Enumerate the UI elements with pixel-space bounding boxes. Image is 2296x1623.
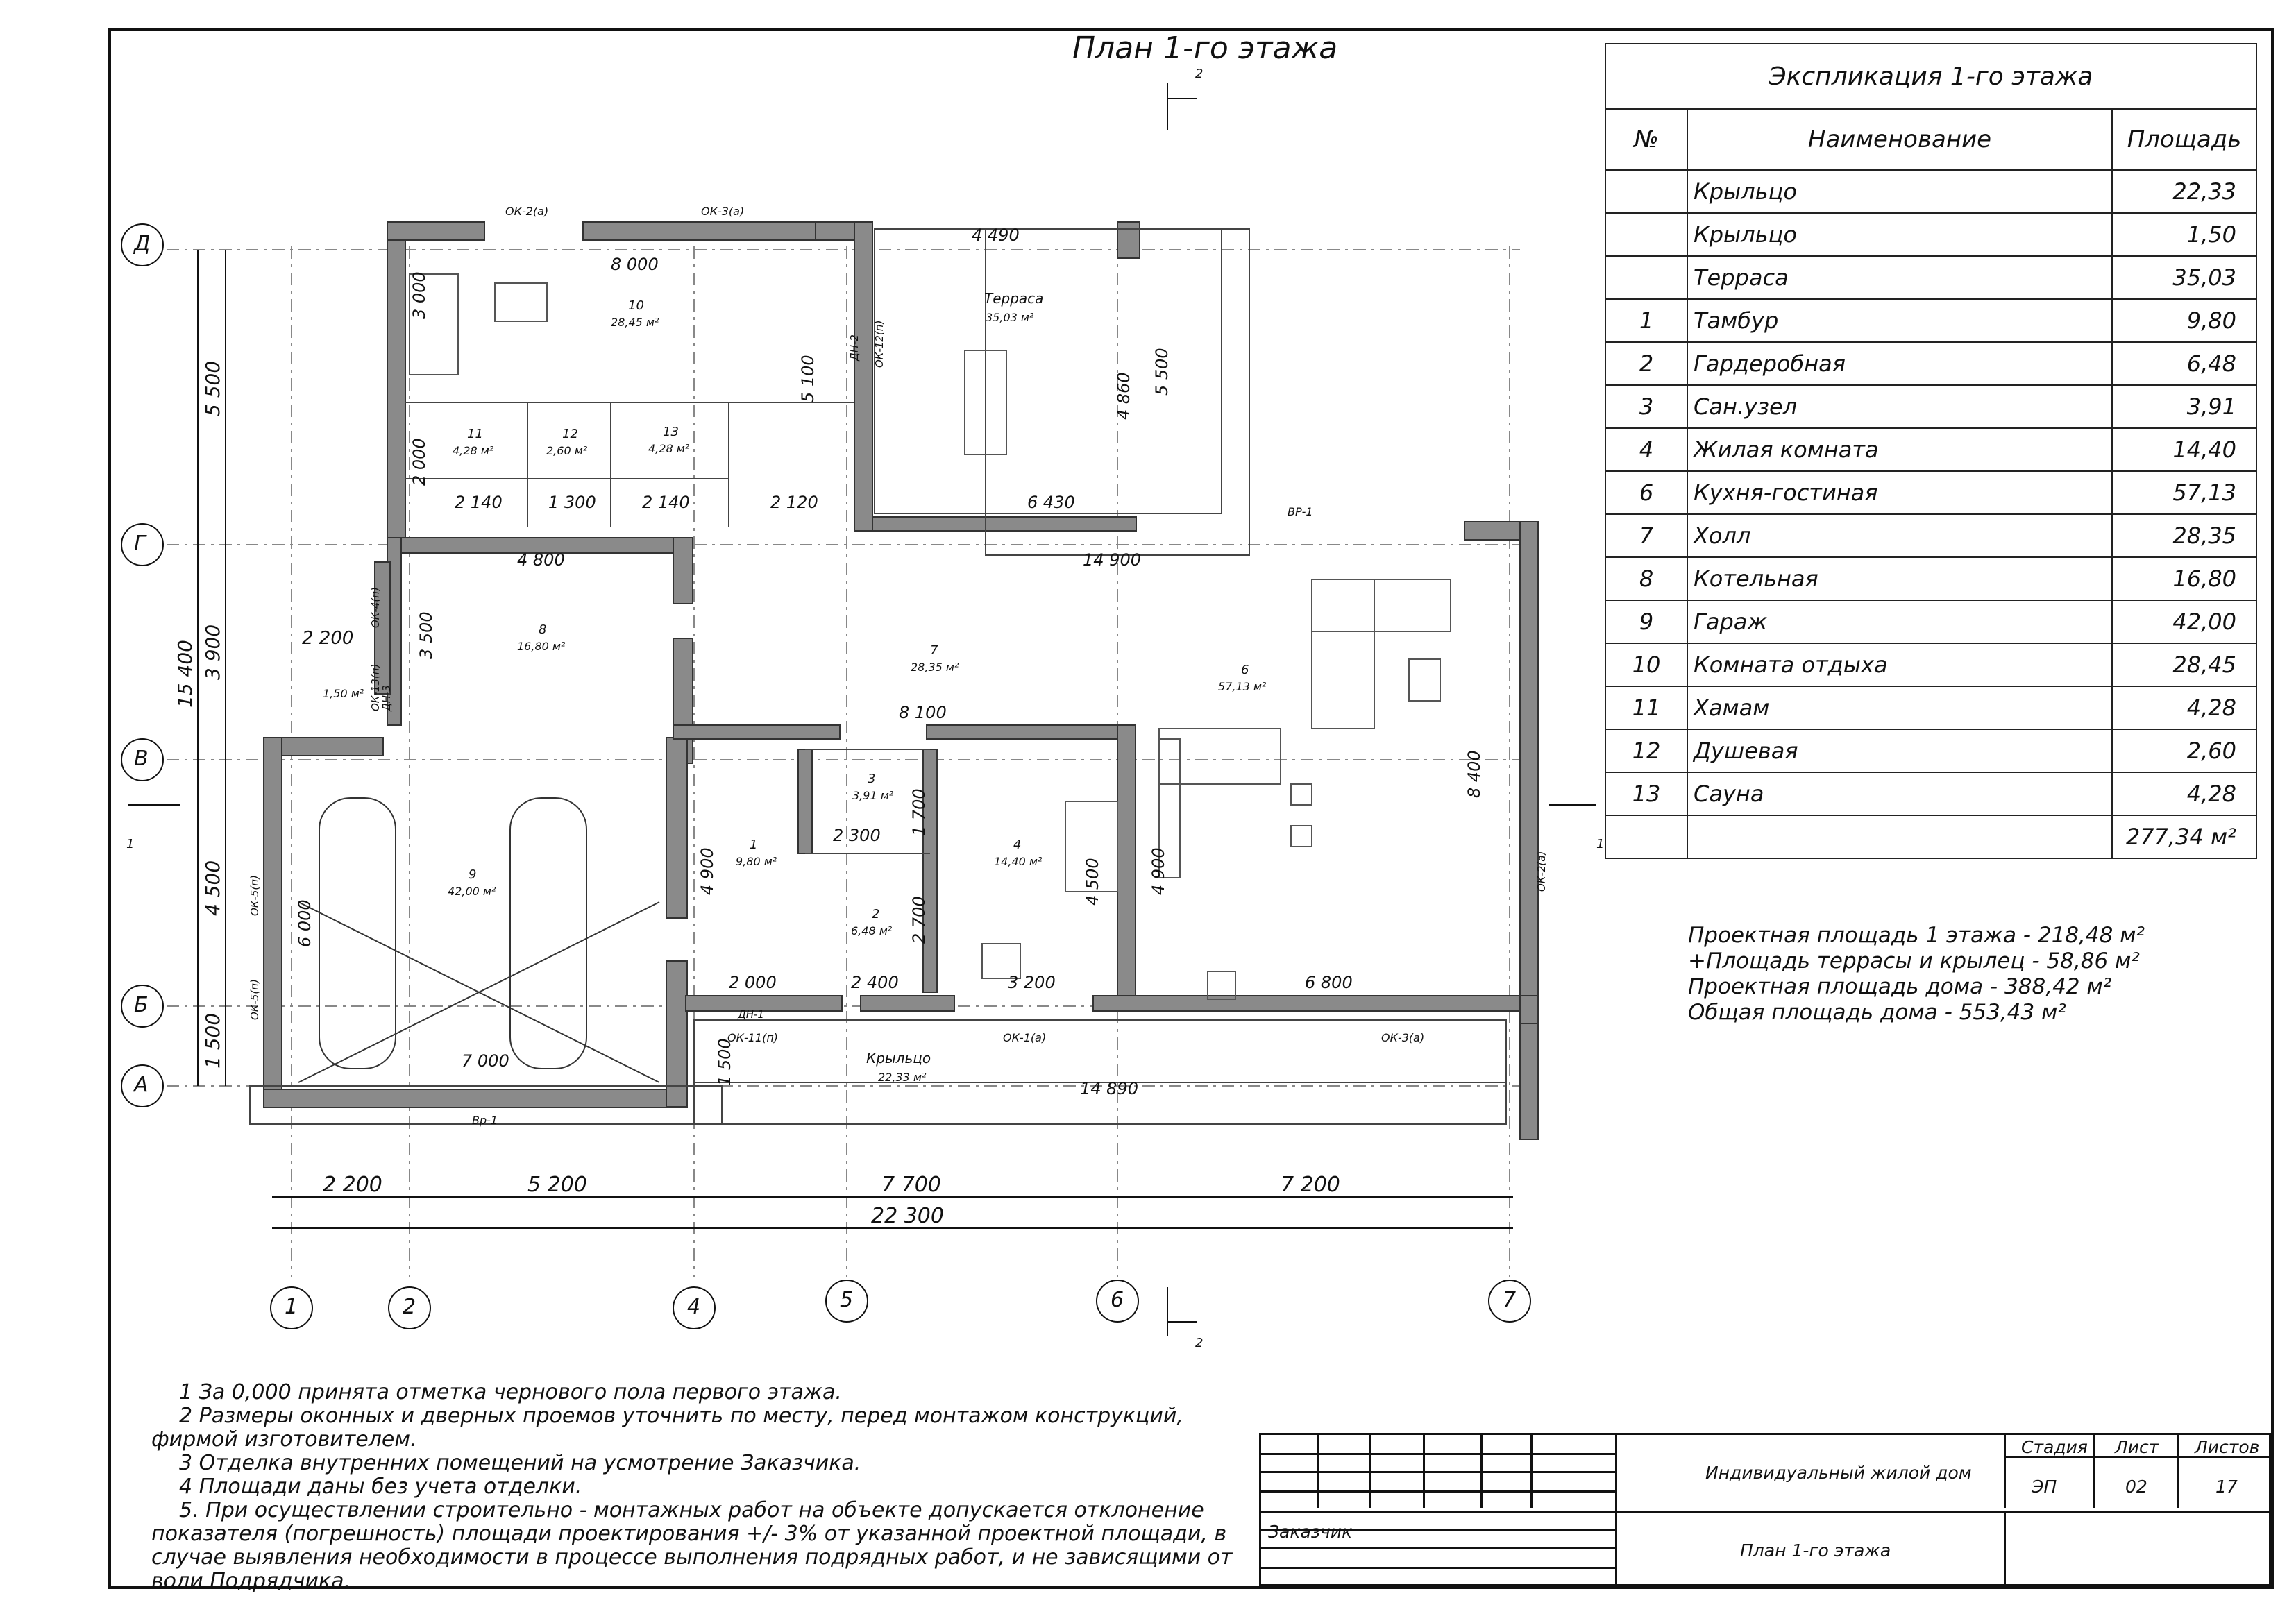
row-name: Тамбур bbox=[1687, 299, 2112, 342]
stage-label: Стадия bbox=[2021, 1437, 2088, 1457]
col-header-area: Площадь bbox=[2112, 109, 2256, 170]
terrace-name: Терраса bbox=[984, 290, 1044, 307]
axis-label-6: 6 bbox=[1111, 1288, 1124, 1312]
row-area: 28,45 bbox=[2112, 643, 2256, 686]
dim-1300: 1 300 bbox=[548, 493, 596, 512]
row-name: Комната отдыха bbox=[1687, 643, 2112, 686]
sheet-value: 02 bbox=[2125, 1477, 2147, 1497]
section-mark-top: 2 bbox=[1195, 67, 1204, 81]
row-number: 12 bbox=[1605, 729, 1687, 772]
opening-ok1a: ОК-1(а) bbox=[1003, 1031, 1047, 1044]
row-number: 4 bbox=[1605, 428, 1687, 471]
room-12-number: 12 bbox=[562, 427, 578, 441]
dim-bottom-5200: 5 200 bbox=[527, 1173, 587, 1197]
row-name: Сан.узел bbox=[1687, 385, 2112, 428]
dim-2300: 2 300 bbox=[833, 826, 881, 845]
walls bbox=[264, 222, 1538, 1139]
dim-8400: 8 400 bbox=[1464, 750, 1484, 798]
room-1-number: 1 bbox=[750, 838, 758, 852]
row-name: Гардеробная bbox=[1687, 342, 2112, 385]
opening-ok2a: ОК-2(а) bbox=[505, 205, 549, 218]
general-notes bbox=[151, 1381, 1248, 1593]
dim-14890: 14 890 bbox=[1080, 1079, 1138, 1098]
porch-small-area: 1,50 м² bbox=[323, 687, 364, 700]
room-6-number: 6 bbox=[1241, 663, 1249, 677]
row-area: 9,80 bbox=[2112, 299, 2256, 342]
dim-8100: 8 100 bbox=[899, 703, 947, 722]
dim-top-8000: 8 000 bbox=[611, 255, 659, 274]
dim-2140-b: 2 140 bbox=[642, 493, 690, 512]
row-number: 2 bbox=[1605, 342, 1687, 385]
room-9-number: 9 bbox=[469, 867, 477, 882]
col-header-number: № bbox=[1605, 109, 1687, 170]
row-number: 6 bbox=[1605, 471, 1687, 514]
note-item: 1 За 0,000 принята отметка чернового пола первого этажа. bbox=[179, 1380, 842, 1404]
dim-6800: 6 800 bbox=[1305, 973, 1353, 992]
explication-table bbox=[1605, 43, 2257, 859]
row-area: 4,28 bbox=[2112, 772, 2256, 815]
row-name: Душевая bbox=[1687, 729, 2112, 772]
dim-7000: 7 000 bbox=[462, 1051, 509, 1071]
dim-left-5500: 5 500 bbox=[201, 360, 224, 416]
dim-3500: 3 500 bbox=[416, 611, 436, 659]
row-name: Крыльцо bbox=[1687, 213, 2112, 256]
room-10-area: 28,45 м² bbox=[611, 316, 659, 329]
row-number bbox=[1605, 170, 1687, 213]
room-9-area: 42,00 м² bbox=[448, 885, 496, 898]
row-name: Крыльцо bbox=[1687, 170, 2112, 213]
row-area: 4,28 bbox=[2112, 686, 2256, 729]
sheets-value: 17 bbox=[2215, 1477, 2238, 1497]
dim-1700: 1 700 bbox=[909, 788, 929, 836]
row-number bbox=[1605, 256, 1687, 299]
dim-left-1500: 1 500 bbox=[201, 1012, 224, 1069]
dim-2000: 2 000 bbox=[729, 973, 777, 992]
dim-4800: 4 800 bbox=[517, 550, 565, 570]
axis-label-7: 7 bbox=[1503, 1288, 1517, 1312]
dim-top-4490: 4 490 bbox=[972, 226, 1020, 245]
section-mark-bottom: 2 bbox=[1195, 1336, 1204, 1350]
opening-vr1: ВР-1 bbox=[1288, 505, 1313, 518]
opening-ok3a-bottom: ОК-3(а) bbox=[1381, 1031, 1425, 1044]
table-row bbox=[1605, 772, 2256, 815]
dim-2700: 2 700 bbox=[909, 896, 929, 944]
summary-line: +Площадь террасы и крылец - 58,86 м² bbox=[1688, 949, 2140, 974]
dim-bottom-7700: 7 700 bbox=[881, 1173, 941, 1197]
row-area: 16,80 bbox=[2112, 557, 2256, 600]
opening-dn1: ДН-1 bbox=[738, 1008, 764, 1021]
opening-vr1-garage: Вр-1 bbox=[472, 1114, 498, 1127]
note-item: 2 Размеры оконных и дверных проемов уточнить по месту, перед монтажом конструкций, фирмой изготовителем. bbox=[151, 1404, 1183, 1452]
row-area: 6,48 bbox=[2112, 342, 2256, 385]
room-2-area: 6,48 м² bbox=[851, 924, 893, 937]
dim-6000: 6 000 bbox=[295, 899, 314, 947]
axis-label-d: Д bbox=[134, 232, 151, 256]
axis-grid bbox=[167, 246, 1520, 1277]
room-7-area: 28,35 м² bbox=[911, 661, 959, 674]
explication-total: 277,34 м² bbox=[2112, 815, 2256, 858]
summary-line: Проектная площадь дома - 388,42 м² bbox=[1688, 974, 2112, 999]
customer-label: Заказчик bbox=[1268, 1522, 1353, 1542]
dim-2120: 2 120 bbox=[770, 493, 818, 512]
table-row bbox=[1605, 557, 2256, 600]
row-name: Хамам bbox=[1687, 686, 2112, 729]
axis-label-2: 2 bbox=[403, 1295, 416, 1319]
dim-6430: 6 430 bbox=[1027, 493, 1075, 512]
table-row bbox=[1605, 600, 2256, 643]
row-name: Гараж bbox=[1687, 600, 2112, 643]
title-block bbox=[1259, 1433, 2271, 1586]
axis-label-4: 4 bbox=[687, 1295, 701, 1319]
row-number: 3 bbox=[1605, 385, 1687, 428]
dim-total: 22 300 bbox=[871, 1204, 944, 1228]
table-total-row bbox=[1605, 815, 2256, 858]
row-area: 1,50 bbox=[2112, 213, 2256, 256]
stage-value: ЭП bbox=[2032, 1477, 2057, 1497]
room-3-number: 3 bbox=[868, 772, 876, 786]
section-mark-left: 1 bbox=[126, 837, 135, 851]
room-8-area: 16,80 м² bbox=[517, 640, 566, 653]
room-11-number: 11 bbox=[467, 427, 483, 441]
dim-3200: 3 200 bbox=[1008, 973, 1056, 992]
dim-2400: 2 400 bbox=[851, 973, 899, 992]
room-13-area: 4,28 м² bbox=[648, 442, 690, 455]
dim-2140-a: 2 140 bbox=[455, 493, 503, 512]
explication-title: Экспликация 1-го этажа bbox=[1605, 44, 2256, 109]
table-row bbox=[1605, 342, 2256, 385]
row-number: 10 bbox=[1605, 643, 1687, 686]
room-8-number: 8 bbox=[539, 622, 547, 637]
row-area: 28,35 bbox=[2112, 514, 2256, 557]
dim-3000: 3 000 bbox=[410, 271, 429, 319]
axis-label-1: 1 bbox=[285, 1295, 298, 1319]
opening-ok13: ОК-13(п) bbox=[369, 663, 382, 711]
dim-4860: 4 860 bbox=[1114, 372, 1133, 420]
porch-name: Крыльцо bbox=[866, 1050, 931, 1067]
section-mark-right: 1 bbox=[1596, 837, 1605, 851]
row-area: 2,60 bbox=[2112, 729, 2256, 772]
table-row bbox=[1605, 170, 2256, 213]
sheets-label: Листов bbox=[2195, 1437, 2260, 1457]
axis-label-a: А bbox=[134, 1073, 149, 1097]
axis-label-b: Б bbox=[134, 993, 149, 1017]
row-area: 42,00 bbox=[2112, 600, 2256, 643]
row-number: 11 bbox=[1605, 686, 1687, 729]
opening-ok4: ОК-4(п) bbox=[369, 587, 382, 628]
row-name: Терраса bbox=[1687, 256, 2112, 299]
room-3-area: 3,91 м² bbox=[852, 789, 894, 802]
table-row bbox=[1605, 471, 2256, 514]
garage-cars bbox=[298, 798, 659, 1082]
dim-4500-room4: 4 500 bbox=[1083, 858, 1102, 906]
summary-line: Проектная площадь 1 этажа - 218,48 м² bbox=[1688, 923, 2145, 948]
room-13-number: 13 bbox=[663, 425, 679, 439]
row-area: 57,13 bbox=[2112, 471, 2256, 514]
room-12-area: 2,60 м² bbox=[546, 444, 588, 457]
table-row bbox=[1605, 428, 2256, 471]
opening-ok12: ОК-12(п) bbox=[873, 320, 886, 368]
table-row bbox=[1605, 729, 2256, 772]
row-number: 13 bbox=[1605, 772, 1687, 815]
room-4-area: 14,40 м² bbox=[994, 855, 1043, 868]
row-name: Сауна bbox=[1687, 772, 2112, 815]
dim-5100: 5 100 bbox=[798, 355, 818, 402]
opening-dn2: ДН-2 bbox=[848, 334, 861, 361]
terrace-area: 35,03 м² bbox=[986, 311, 1034, 324]
dim-bottom-2200: 2 200 bbox=[323, 1173, 382, 1197]
row-name: Кухня-гостиная bbox=[1687, 471, 2112, 514]
project-name: Индивидуальный жилой дом bbox=[1705, 1463, 1972, 1483]
dim-14900: 14 900 bbox=[1083, 550, 1141, 570]
dim-2000-v: 2 000 bbox=[410, 438, 429, 486]
dim-left-4500: 4 500 bbox=[201, 860, 224, 916]
note-item: 4 Площади даны без учета отделки. bbox=[179, 1475, 582, 1499]
table-row bbox=[1605, 514, 2256, 557]
note-item: 3 Отделка внутренних помещений на усмотрение Заказчика. bbox=[179, 1451, 861, 1475]
dim-4900-a: 4 900 bbox=[698, 847, 717, 895]
table-row bbox=[1605, 385, 2256, 428]
row-name: Холл bbox=[1687, 514, 2112, 557]
room-7-number: 7 bbox=[930, 643, 938, 658]
col-header-name: Наименование bbox=[1687, 109, 2112, 170]
table-row bbox=[1605, 643, 2256, 686]
summary-line: Общая площадь дома - 553,43 м² bbox=[1688, 1000, 2066, 1025]
row-name: Жилая комната bbox=[1687, 428, 2112, 471]
row-area: 14,40 bbox=[2112, 428, 2256, 471]
row-number: 8 bbox=[1605, 557, 1687, 600]
room-10-number: 10 bbox=[628, 298, 644, 313]
row-number: 9 bbox=[1605, 600, 1687, 643]
table-row bbox=[1605, 256, 2256, 299]
room-4-number: 4 bbox=[1013, 838, 1022, 852]
dim-4900-b: 4 900 bbox=[1149, 847, 1168, 895]
row-number: 1 bbox=[1605, 299, 1687, 342]
opening-ok11: ОК-11(п) bbox=[727, 1031, 779, 1044]
sheet-label: Лист bbox=[2115, 1437, 2159, 1457]
porch-area: 22,33 м² bbox=[878, 1071, 927, 1084]
opening-ok2a-right: ОК-2(а) bbox=[1535, 851, 1548, 892]
room-2-number: 2 bbox=[872, 907, 880, 921]
row-name: Котельная bbox=[1687, 557, 2112, 600]
note-item: 5. При осуществлении строительно - монтажных работ на объекте допускается отклонение показателя (погрешность) площади проектирования +/- 3% от указанной проектной площади, в случае выявления необходимости в процессе выполнения подрядных работ, и не зависящими от воли Подрядчика. bbox=[151, 1498, 1233, 1593]
row-area: 35,03 bbox=[2112, 256, 2256, 299]
row-number: 7 bbox=[1605, 514, 1687, 557]
room-11-area: 4,28 м² bbox=[453, 444, 494, 457]
table-row bbox=[1605, 213, 2256, 256]
opening-ok3a: ОК-3(а) bbox=[701, 205, 745, 218]
room-6-area: 57,13 м² bbox=[1218, 680, 1267, 693]
dim-5500-terrace: 5 500 bbox=[1152, 348, 1172, 396]
dim-bottom-7200: 7 200 bbox=[1281, 1173, 1340, 1197]
row-area: 22,33 bbox=[2112, 170, 2256, 213]
row-area: 3,91 bbox=[2112, 385, 2256, 428]
opening-dn3: ДН-3 bbox=[380, 685, 393, 711]
axis-bubbles bbox=[121, 224, 1530, 1329]
axis-label-v: В bbox=[134, 747, 149, 771]
plan-title: План 1-го этажа bbox=[1072, 31, 1338, 66]
row-number bbox=[1605, 213, 1687, 256]
sheet-title: План 1-го этажа bbox=[1740, 1540, 1891, 1561]
opening-ok5-b: ОК-5(п) bbox=[248, 979, 261, 1020]
room-1-area: 9,80 м² bbox=[736, 855, 777, 868]
dim-1500-porch: 1 500 bbox=[715, 1038, 734, 1086]
dim-2200-side: 2 200 bbox=[302, 628, 354, 649]
opening-ok5-a: ОК-5(п) bbox=[248, 875, 261, 916]
axis-label-g: Г bbox=[134, 532, 146, 556]
table-row bbox=[1605, 686, 2256, 729]
axis-label-5: 5 bbox=[840, 1288, 854, 1312]
area-summary bbox=[1688, 923, 2145, 1026]
table-row bbox=[1605, 299, 2256, 342]
dim-left-3900: 3 900 bbox=[201, 624, 224, 680]
dim-left-15400: 15 400 bbox=[174, 640, 196, 708]
